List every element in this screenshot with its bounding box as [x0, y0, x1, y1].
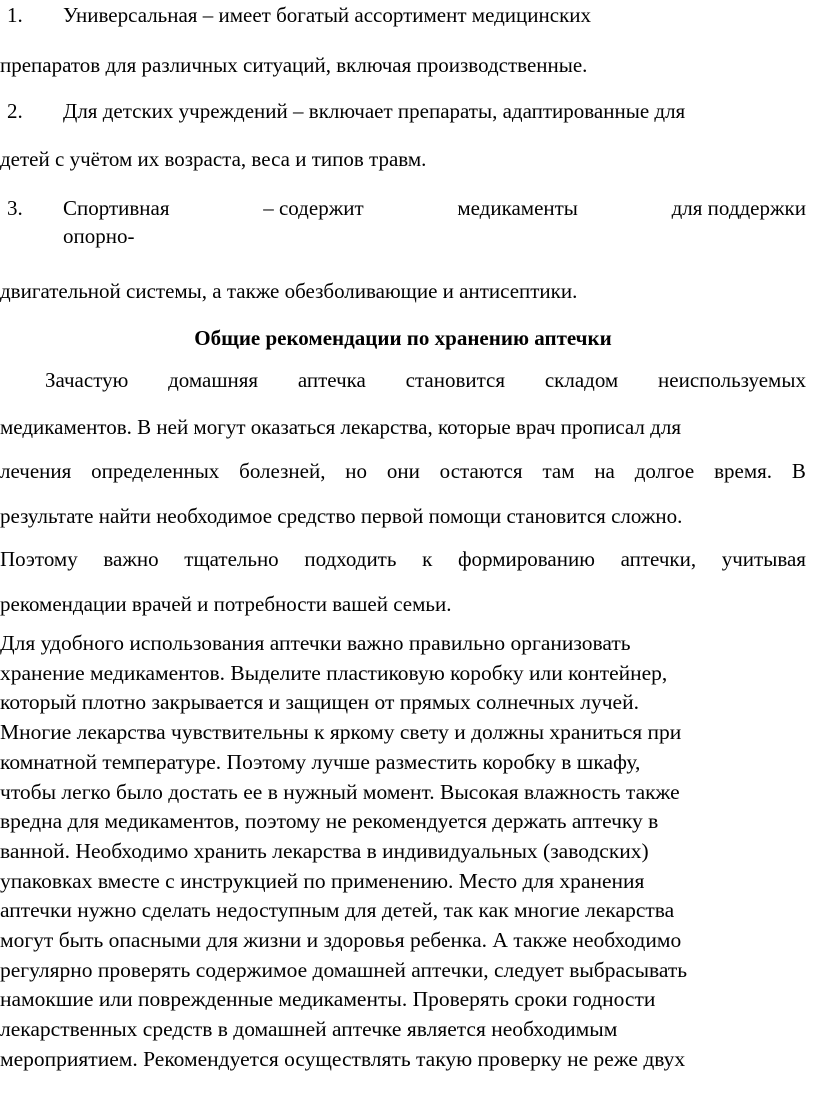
list-item-3-line-2: опорно- — [63, 224, 135, 248]
paragraph-2-line: могут быть опасными для жизни и здоровья ребенка. А также необходимо — [0, 928, 682, 953]
word: определенных — [91, 459, 220, 483]
paragraph-2-line: лекарственных средств в домашней аптечке является необходимым — [0, 1017, 618, 1042]
list-item-3-line-1 — [63, 198, 806, 219]
word: долгое — [634, 459, 695, 483]
paragraph-2-line: чтобы легко было достать ее в нужный момент. Высокая влажность также — [0, 779, 680, 804]
paragraph-2-line: регулярно проверять содержимое домашней аптечки, следует выбрасывать — [0, 957, 688, 982]
word: формированию — [457, 547, 595, 571]
word: – содержит — [263, 196, 364, 220]
word: важно — [103, 547, 159, 571]
word: В — [791, 459, 806, 483]
list-number-2: 2. — [7, 99, 23, 123]
paragraph-1-line-2: медикаментов. В ней могут оказаться лекарства, которые врач прописал для — [0, 415, 681, 439]
word: учитывая — [721, 547, 806, 571]
word: болезней, — [239, 459, 326, 483]
list-number-1: 1. — [7, 3, 23, 27]
list-item-1-line-1: Универсальная – имеет богатый ассортимент медицинских — [63, 3, 592, 27]
word: Поэтому — [0, 547, 78, 571]
section-heading: Общие рекомендации по хранению аптечки — [194, 326, 612, 350]
paragraph-2-line: упаковках вместе с инструкцией по применению. Место для хранения — [0, 868, 645, 893]
paragraph-2-line: аптечки нужно сделать недоступным для детей, так как многие лекарства — [0, 898, 675, 923]
word: складом — [544, 368, 619, 392]
word: остаются — [439, 459, 523, 483]
paragraph-2-line: намокшие или поврежденные медикаменты. Проверять сроки годности — [0, 987, 656, 1012]
paragraph-2-line: мероприятием. Рекомендуется осуществлять такую проверку не реже двух — [0, 1046, 686, 1071]
word: время. — [714, 459, 773, 483]
paragraph-1-line-1 — [45, 370, 806, 391]
paragraph-2-line: который плотно закрывается и защищен от прямых солнечных лучей. — [0, 690, 639, 715]
word: домашняя — [168, 368, 259, 392]
word: Зачастую — [45, 368, 129, 392]
paragraph-2-line: ванной. Необходимо хранить лекарства в индивидуальных (заводских) — [0, 838, 649, 863]
word: для поддержки — [671, 196, 806, 220]
list-number-3: 3. — [7, 196, 23, 220]
paragraph-1-line-6: рекомендации врачей и потребности вашей семьи. — [0, 592, 452, 616]
word: они — [386, 459, 420, 483]
word: Спортивная — [63, 196, 170, 220]
word: медикаменты — [457, 196, 578, 220]
list-item-1-line-2: препаратов для различных ситуаций, включая производственные. — [0, 53, 588, 77]
paragraph-2-line: вредна для медикаментов, поэтому не рекомендуется держать аптечку в — [0, 809, 659, 834]
paragraph-1-line-4: результате найти необходимое средство первой помощи становится сложно. — [0, 504, 683, 528]
word: аптечки, — [620, 547, 697, 571]
paragraph-2-line: Многие лекарства чувствительны к яркому свету и должны храниться при — [0, 720, 682, 745]
word: к — [422, 547, 433, 571]
paragraph-2 — [0, 629, 800, 1075]
list-item-2-line-1: Для детских учреждений – включает препараты, адаптированные для — [63, 99, 686, 123]
word: неиспользуемых — [658, 368, 806, 392]
paragraph-2-line: хранение медикаментов. Выделите пластиковую коробку или контейнер, — [0, 660, 668, 685]
word: становится — [405, 368, 506, 392]
word: тщательно — [184, 547, 279, 571]
paragraph-1-line-5 — [0, 549, 806, 570]
word: на — [594, 459, 615, 483]
word: аптечка — [297, 368, 366, 392]
paragraph-2-line: Для удобного использования аптечки важно правильно организовать — [0, 631, 631, 655]
word: но — [345, 459, 368, 483]
word: там — [542, 459, 575, 483]
word: лечения — [0, 459, 72, 483]
paragraph-2-line: комнатной температуре. Поэтому лучше разместить коробку в шкафу, — [0, 749, 641, 774]
list-item-2-line-2: детей с учётом их возраста, веса и типов травм. — [0, 147, 427, 171]
paragraph-1-line-3 — [0, 461, 806, 482]
word: подходить — [304, 547, 397, 571]
list-item-3-line-3: двигательной системы, а также обезболивающие и антисептики. — [0, 279, 578, 303]
